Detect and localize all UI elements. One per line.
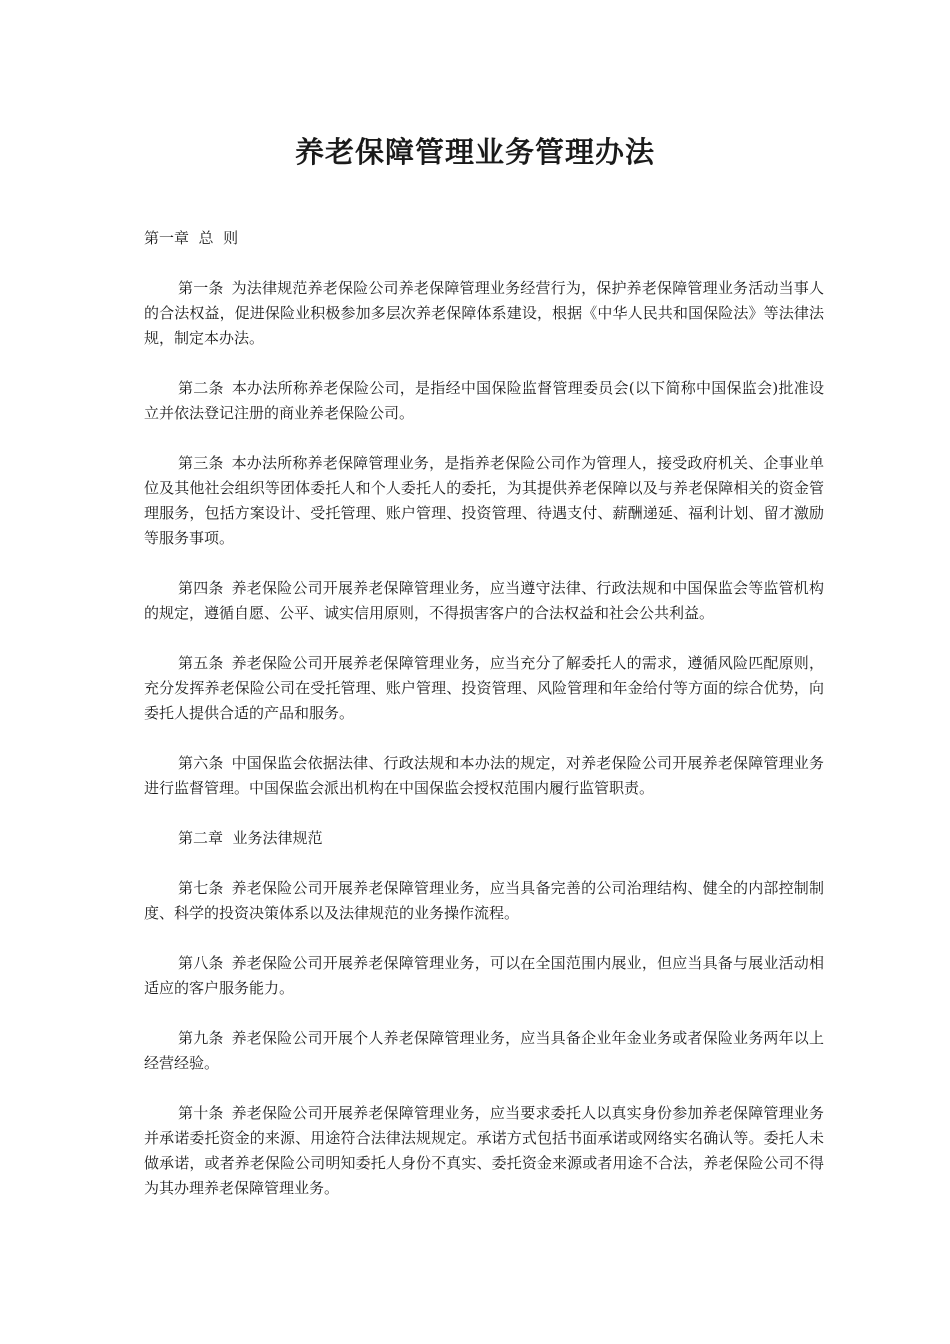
chapter-heading-2: 第二章 业务法律规范 <box>178 829 323 847</box>
article-text: 养老保险公司开展养老保障管理业务，可以在全国范围内展业，但应当具备与展业活动相适应的客户服务能力。 <box>144 954 824 997</box>
article-8 <box>144 951 824 1001</box>
article-3 <box>144 451 824 551</box>
article-text: 养老保险公司开展养老保障管理业务，应当要求委托人以真实身份参加养老保障管理业务并承诺委托资金的来源、用途符合法律法规规定。承诺方式包括书面承诺或网络实名确认等。委托人未做承诺，或者养老保险公司明知委托人身份不真实、委托资金来源或者用途不合法，养老保险公司不得为其办理养老保障管理业务。 <box>144 1104 824 1197</box>
article-text: 中国保监会依据法律、行政法规和本办法的规定，对养老保险公司开展养老保障管理业务进行监督管理。中国保监会派出机构在中国保监会授权范围内履行监管职责。 <box>144 754 824 797</box>
article-1 <box>144 276 824 351</box>
article-text: 养老保险公司开展养老保障管理业务，应当具备完善的公司治理结构、健全的内部控制制度、科学的投资决策体系以及法律规范的业务操作流程。 <box>144 879 824 922</box>
chapter-heading-1: 第一章 总 则 <box>144 229 239 247</box>
article-number: 第一条 <box>178 279 224 297</box>
article-4 <box>144 576 824 626</box>
article-number: 第五条 <box>178 654 224 672</box>
article-number: 第三条 <box>178 454 224 472</box>
article-5 <box>144 651 824 726</box>
article-number: 第六条 <box>178 754 224 772</box>
article-number: 第九条 <box>178 1029 224 1047</box>
article-text: 为法律规范养老保险公司养老保障管理业务经营行为，保护养老保障管理业务活动当事人的合法权益，促进保险业积极参加多层次养老保障体系建设，根据《中华人民共和国保险法》等法律法规，制定本办法。 <box>144 279 824 347</box>
document-title: 养老保障管理业务管理办法 <box>294 135 655 169</box>
article-number: 第二条 <box>178 379 224 397</box>
article-text: 养老保险公司开展养老保障管理业务，应当遵守法律、行政法规和中国保监会等监管机构的规定，遵循自愿、公平、诚实信用原则，不得损害客户的合法权益和社会公共利益。 <box>144 579 824 622</box>
article-text: 本办法所称养老保障管理业务，是指养老保险公司作为管理人，接受政府机关、企事业单位及其他社会组织等团体委托人和个人委托人的委托，为其提供养老保障以及与养老保障相关的资金管理服务，包括方案设计、受托管理、账户管理、投资管理、待遇支付、薪酬递延、福利计划、留才激励等服务事项。 <box>144 454 824 547</box>
article-2 <box>144 376 824 426</box>
article-number: 第十条 <box>178 1104 224 1122</box>
article-10 <box>144 1101 824 1201</box>
article-number: 第七条 <box>178 879 224 897</box>
article-9 <box>144 1026 824 1076</box>
article-text: 养老保险公司开展个人养老保障管理业务，应当具备企业年金业务或者保险业务两年以上经营经验。 <box>144 1029 824 1072</box>
article-text: 养老保险公司开展养老保障管理业务，应当充分了解委托人的需求，遵循风险匹配原则，充分发挥养老保险公司在受托管理、账户管理、投资管理、风险管理和年金给付等方面的综合优势，向委托人提供合适的产品和服务。 <box>144 654 824 722</box>
article-6 <box>144 751 824 801</box>
article-7 <box>144 876 824 926</box>
article-number: 第四条 <box>178 579 224 597</box>
article-text: 本办法所称养老保险公司，是指经中国保险监督管理委员会(以下简称中国保监会)批准设立并依法登记注册的商业养老保险公司。 <box>144 379 824 422</box>
article-number: 第八条 <box>178 954 224 972</box>
document-body <box>144 226 824 1226</box>
